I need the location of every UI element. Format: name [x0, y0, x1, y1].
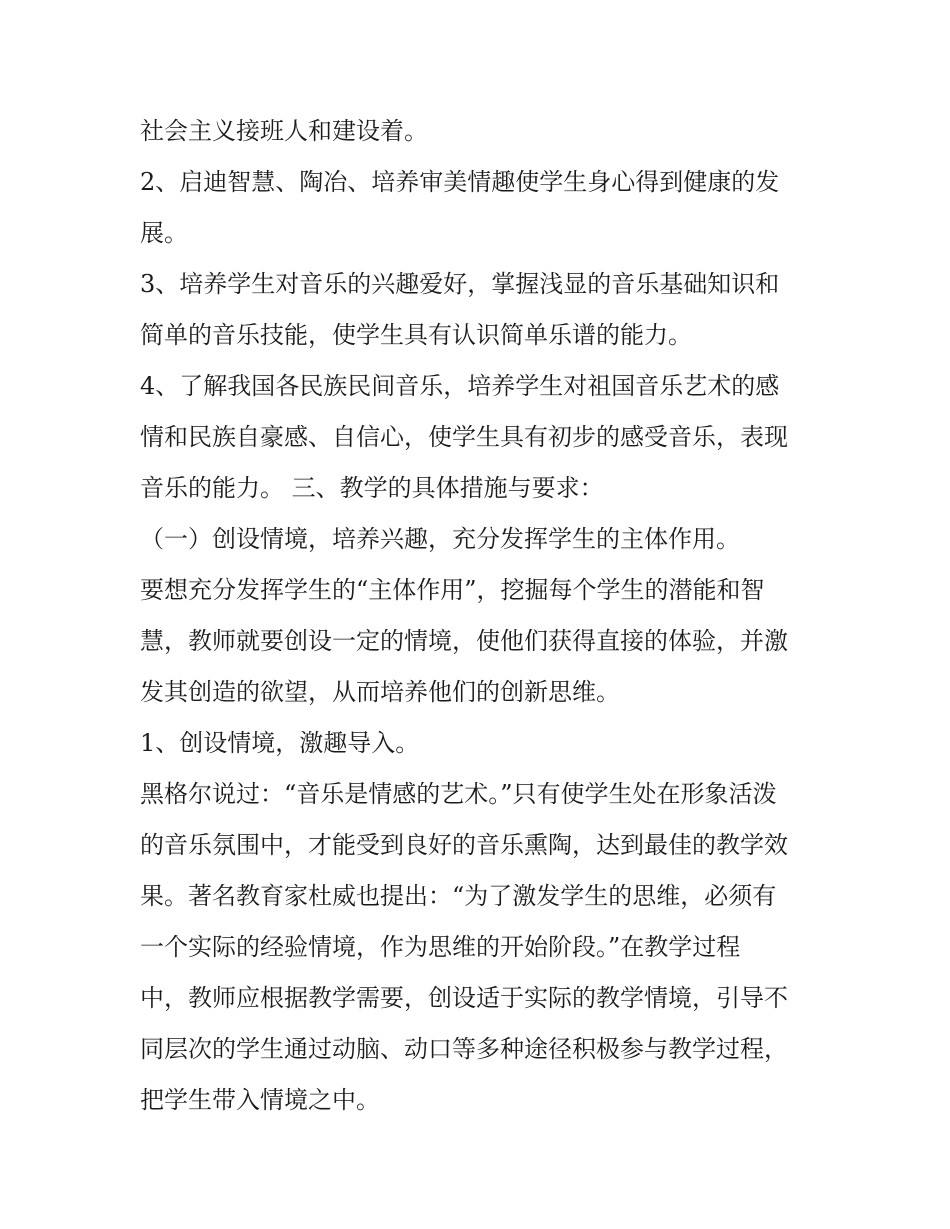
text-line: （一）创设情境，培养兴趣，充分发挥学生的主体作用。: [140, 525, 740, 553]
text-line: 1、创设情境，激趣导入。: [140, 729, 420, 757]
text-line: 中，教师应根据教学需要，创设适于实际的教学情境，引导不: [140, 984, 788, 1012]
text-line: 一个实际的经验情境，作为思维的开始阶段。”在教学过程: [140, 933, 741, 961]
text-line: 简单的音乐技能，使学生具有认识简单乐谱的能力。: [140, 321, 692, 349]
text-line: 音乐的能力。 三、教学的具体措施与要求：: [140, 474, 604, 502]
text-line: 2、启迪智慧、陶冶、培养审美情趣使学生身心得到健康的发: [140, 168, 780, 196]
text-line: 社会主义接班人和建设着。: [140, 117, 428, 145]
text-line: 要想充分发挥学生的“主体作用”，挖掘每个学生的潜能和智: [140, 576, 765, 604]
text-line: 展。: [140, 219, 188, 247]
text-line: 的音乐氛围中，才能受到良好的音乐熏陶，达到最佳的教学效: [140, 831, 788, 859]
text-line: 4、了解我国各民族民间音乐，培养学生对祖国音乐艺术的感: [140, 372, 780, 400]
text-line: 果。著名教育家杜威也提出：“为了激发学生的思维，必须有: [140, 882, 777, 910]
text-line: 把学生带入情境之中。: [140, 1086, 380, 1114]
text-line: 同层次的学生通过动脑、动口等多种途径积极参与教学过程，: [140, 1035, 788, 1063]
text-line: 情和民族自豪感、自信心，使学生具有初步的感受音乐，表现: [140, 423, 788, 451]
body-text: [140, 106, 820, 1126]
text-line: 黑格尔说过：“音乐是情感的艺术。”只有使学生处在形象活泼: [140, 780, 777, 808]
text-line: 发其创造的欲望，从而培养他们的创新思维。: [140, 678, 620, 706]
text-line: 3、培养学生对音乐的兴趣爱好，掌握浅显的音乐基础知识和: [140, 270, 780, 298]
text-line: 慧，教师就要创设一定的情境，使他们获得直接的体验，并激: [140, 627, 788, 655]
